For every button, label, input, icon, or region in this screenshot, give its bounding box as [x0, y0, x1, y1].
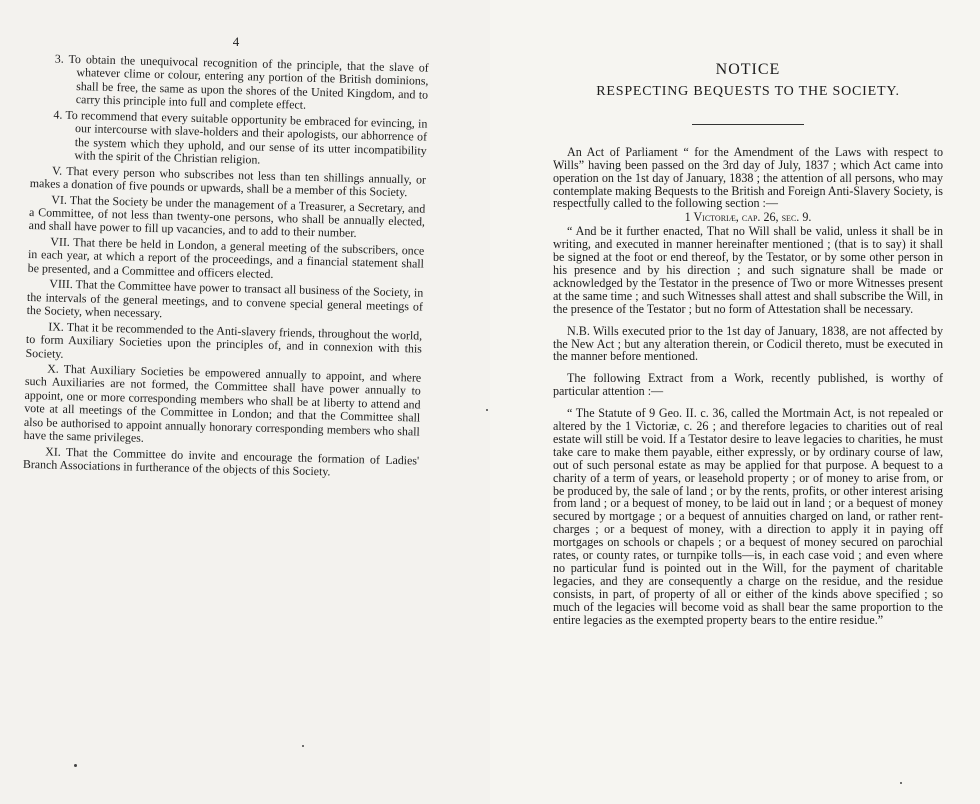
statute-reference: 1 Victoriæ, cap. 26, sec. 9. — [684, 210, 812, 225]
rule-paragraph: IX. That it be recommended to the Anti-slavery friends, throughout the world, to form Auxiliary Societies upon the principles of, and in connexion with this Society. — [25, 319, 423, 361]
nota-bene: N.B. Wills executed prior to the 1st day of January, 1838, are not affected by the New Act ; but any alteration therein, or Codicil thereto, must be executed in the manner before mentioned. — [553, 323, 943, 364]
notice-subtitle: RESPECTING BEQUESTS TO THE SOCIETY. — [596, 83, 900, 99]
right-page — [490, 0, 980, 804]
ink-speck — [74, 764, 77, 767]
rule-paragraph: VII. That there be held in London, a general meeting of the subscribers, once in each year, at which a report of the proceedings, and a financial statement shall be presented, and a Committee and officers elected. — [27, 234, 425, 281]
notice-column — [553, 62, 943, 627]
rules-column — [23, 52, 429, 483]
rule-paragraph: V. That every person who subscribes not less than ten shillings annually, or makes a donation of five pounds or upwards, shall be a member of this Society. — [29, 163, 427, 200]
rule-paragraph: VI. That the Society be under the management of a Treasurer, a Secretary, and a Committee, of not less than twenty-one persons, who shall be annually elected, and shall have power to fill up vacancies, and to add to their number. — [28, 192, 426, 241]
intro-paragraph: An Act of Parliament “ for the Amendment of the Laws with respect to Wills” having been passed on the 3rd day of July, 1837 ; which Act came into operation on the 1st day of January, 1838 ; the attention of all persons, who may contemplate making Bequests to the British and Foreign Anti-Slavery Society, is respectfully called to the following section :— — [553, 144, 943, 211]
page-number: 4 — [232, 34, 240, 49]
ink-speck — [486, 409, 488, 411]
rule-paragraph: 3. To obtain the unequivocal recognition of the principle, that the slave of whatever clime or colour, entering any portion of the British dominions, shall be free, the same as upon the shores of the United Kingdom, and to carry this principle into full and complete effect. — [54, 51, 429, 113]
extract-intro: The following Extract from a Work, recently published, is worthy of particular attention :— — [553, 371, 943, 399]
ink-speck — [302, 745, 304, 747]
statute-text: “ And be it further enacted, That no Will shall be valid, unless it shall be in writing, and executed in manner hereinafter mentioned ; (that is to say) it shall be signed at the foot or end thereof, by the Testator, or by some other person in his presence and by his direction ; and such signature shall be made or acknowledged by the Testator in the presence of Two or more Witnesses present at the same time ; and such Witnesses shall attest and shall subscribe the Will, in the presence of the Testator ; but no form of Attestation shall be necessary. — [553, 224, 943, 316]
ink-speck — [900, 782, 902, 784]
rule-paragraph: VIII. That the Committee have power to transact all business of the Society, in the intervals of the general meetings, and to convene special general meetings of the Society, when necessary. — [26, 276, 424, 321]
rule-paragraph: 4. To recommend that every suitable opportunity be embraced for evincing, in our intercourse with slave-holders and their apologists, our abhorrence of the system which they uphold, and our sense of its utter incompatibility with the spirit of the Christian religion. — [53, 107, 428, 167]
extract-text: “ The Statute of 9 Geo. II. c. 36, called the Mortmain Act, is not repealed or altered by the 1 Victoriæ, c. 26 ; and therefore legacies to charities out of real estate will still be void. If a Testator desire to leave legacies to charities, he must take care to make them payable, either expressly, or by ordinary course of law, out of such personal estate as may be applied for that purpose. A bequest to a charity of a term of years, or leasehold property ; or of money to arise from, or be produced by, the sale of land ; or by the rents, profits, or other interest arising from land ; or a bequest of money, to be laid out in land ; or a bequest of money secured by mortgage ; or a bequest of annuities charged on land, or rather rent-charges ; or a bequest of money, with a direction to apply it in paying off mortgages on schools or chapels ; or a bequest of money secured on parochial rates, or county rates, or turnpike tolls—is, in each case void ; and even where no particular fund is pointed out in the Will, for the payment of charitable legacies, and they are consequently a charge on the residue, and the residue consists, in part, of property of all or either of the kinds above specified ; so much of the legacies will become void as shall bear the same proportion to the entire legacies as the exempted property bears to the entire residue.” — [553, 406, 943, 627]
rule-paragraph: X. That Auxiliary Societies be empowered annually to appoint, and where such Auxiliaries are not formed, the Committee shall have power annually to appoint, one or more corresponding members who shall be at liberty to attend and vote at all meetings of the Committee in London; and that the Committee shall also be authorised to appoint annually honorary corresponding members who shall have the same privileges. — [23, 361, 422, 446]
rule-paragraph: XI. That the Committee do invite and encourage the formation of Ladies' Branch Associations in furtherance of the objects of this Society. — [22, 444, 420, 479]
notice-title: NOTICE — [715, 61, 781, 78]
divider — [692, 124, 804, 125]
